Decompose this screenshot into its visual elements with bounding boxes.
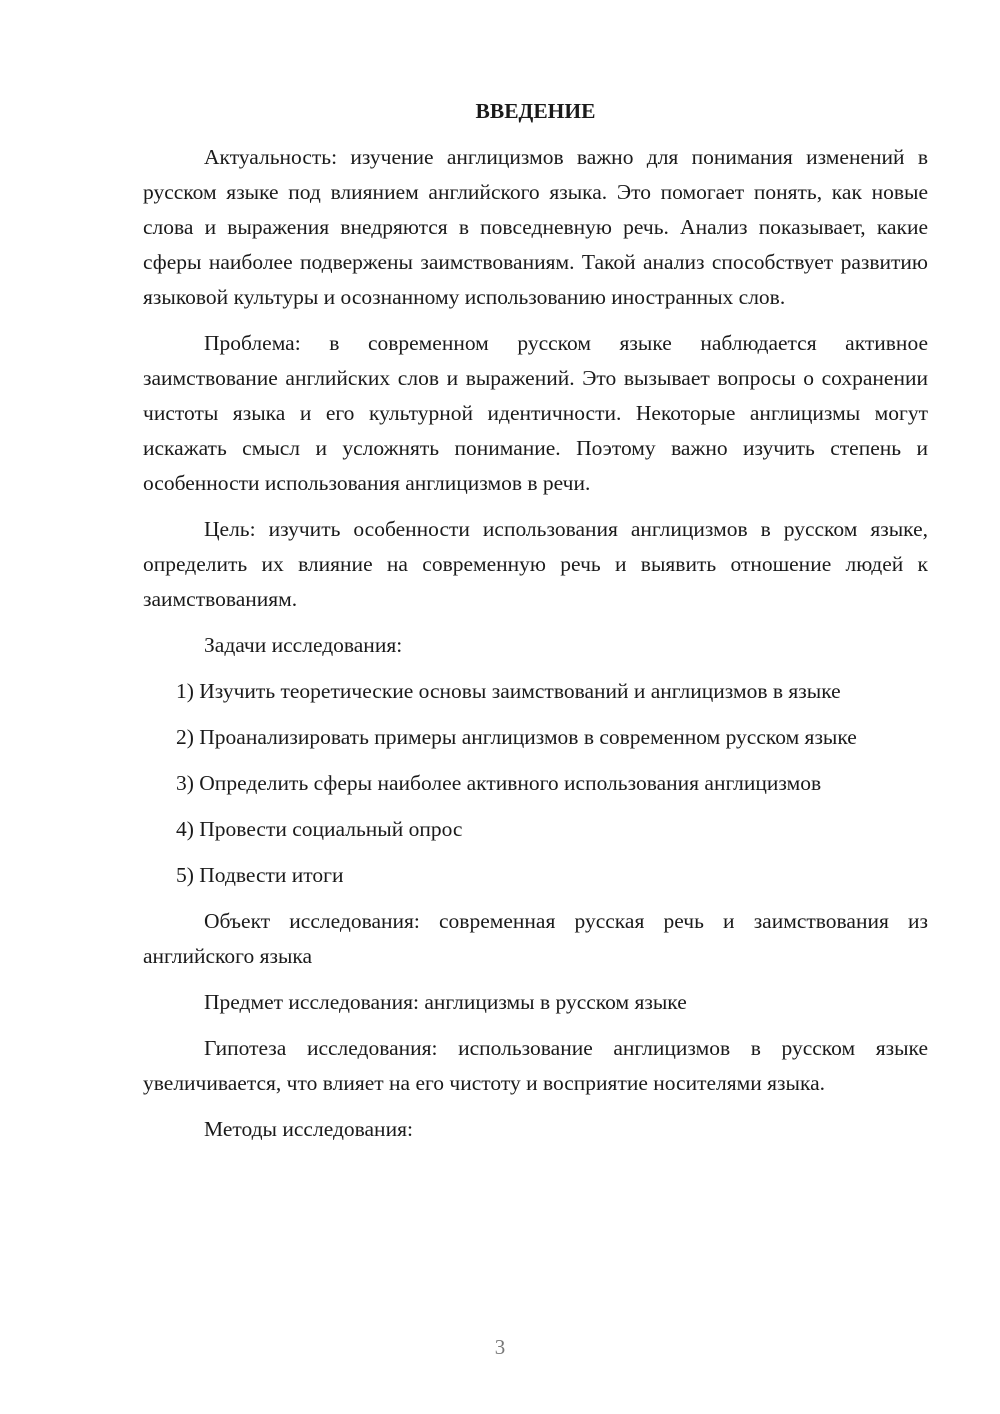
- task-item: 2) Проанализировать примеры англицизмов в современном русском языке: [176, 725, 857, 749]
- object-paragraph: Объект исследования: современная русская речь и заимствования из английского языка: [143, 909, 928, 968]
- tasks-heading: Задачи исследования:: [204, 633, 403, 657]
- page-content: [143, 94, 928, 1158]
- page-number: 3: [494, 1335, 506, 1359]
- task-item: 1) Изучить теоретические основы заимствований и англицизмов в языке: [176, 679, 841, 703]
- task-item: 4) Провести социальный опрос: [176, 817, 463, 841]
- goal-paragraph: Цель: изучить особенности использования англицизмов в русском языке, определить их влияние на современную речь и выявить отношение людей к заимствованиям.: [143, 517, 928, 611]
- relevance-paragraph: Актуальность: изучение англицизмов важно для понимания изменений в русском языке под влиянием английского языка. Это помогает понять, как новые слова и выражения внедряются в повседневную речь. Анализ показывает, какие сферы наиболее подвержены заимствованиям. Такой анализ способствует развитию языковой культуры и осознанному использованию иностранных слов.: [143, 145, 928, 309]
- hypothesis-paragraph: Гипотеза исследования: использование англицизмов в русском языке увеличивается, что влияет на его чистоту и восприятие носителями языка.: [143, 1036, 928, 1095]
- task-item: 5) Подвести итоги: [176, 863, 344, 887]
- problem-paragraph: Проблема: в современном русском языке наблюдается активное заимствование английских слов и выражений. Это вызывает вопросы о сохранении чистоты языка и его культурной идентичности. Некоторые англицизмы могут искажать смысл и усложнять понимание. Поэтому важно изучить степень и особенности использования англицизмов в речи.: [143, 331, 928, 495]
- section-title: ВВЕДЕНИЕ: [475, 99, 596, 123]
- methods-heading: Методы исследования:: [204, 1117, 413, 1141]
- subject-paragraph: Предмет исследования: англицизмы в русском языке: [204, 990, 687, 1014]
- task-item: 3) Определить сферы наиболее активного использования англицизмов: [176, 771, 822, 795]
